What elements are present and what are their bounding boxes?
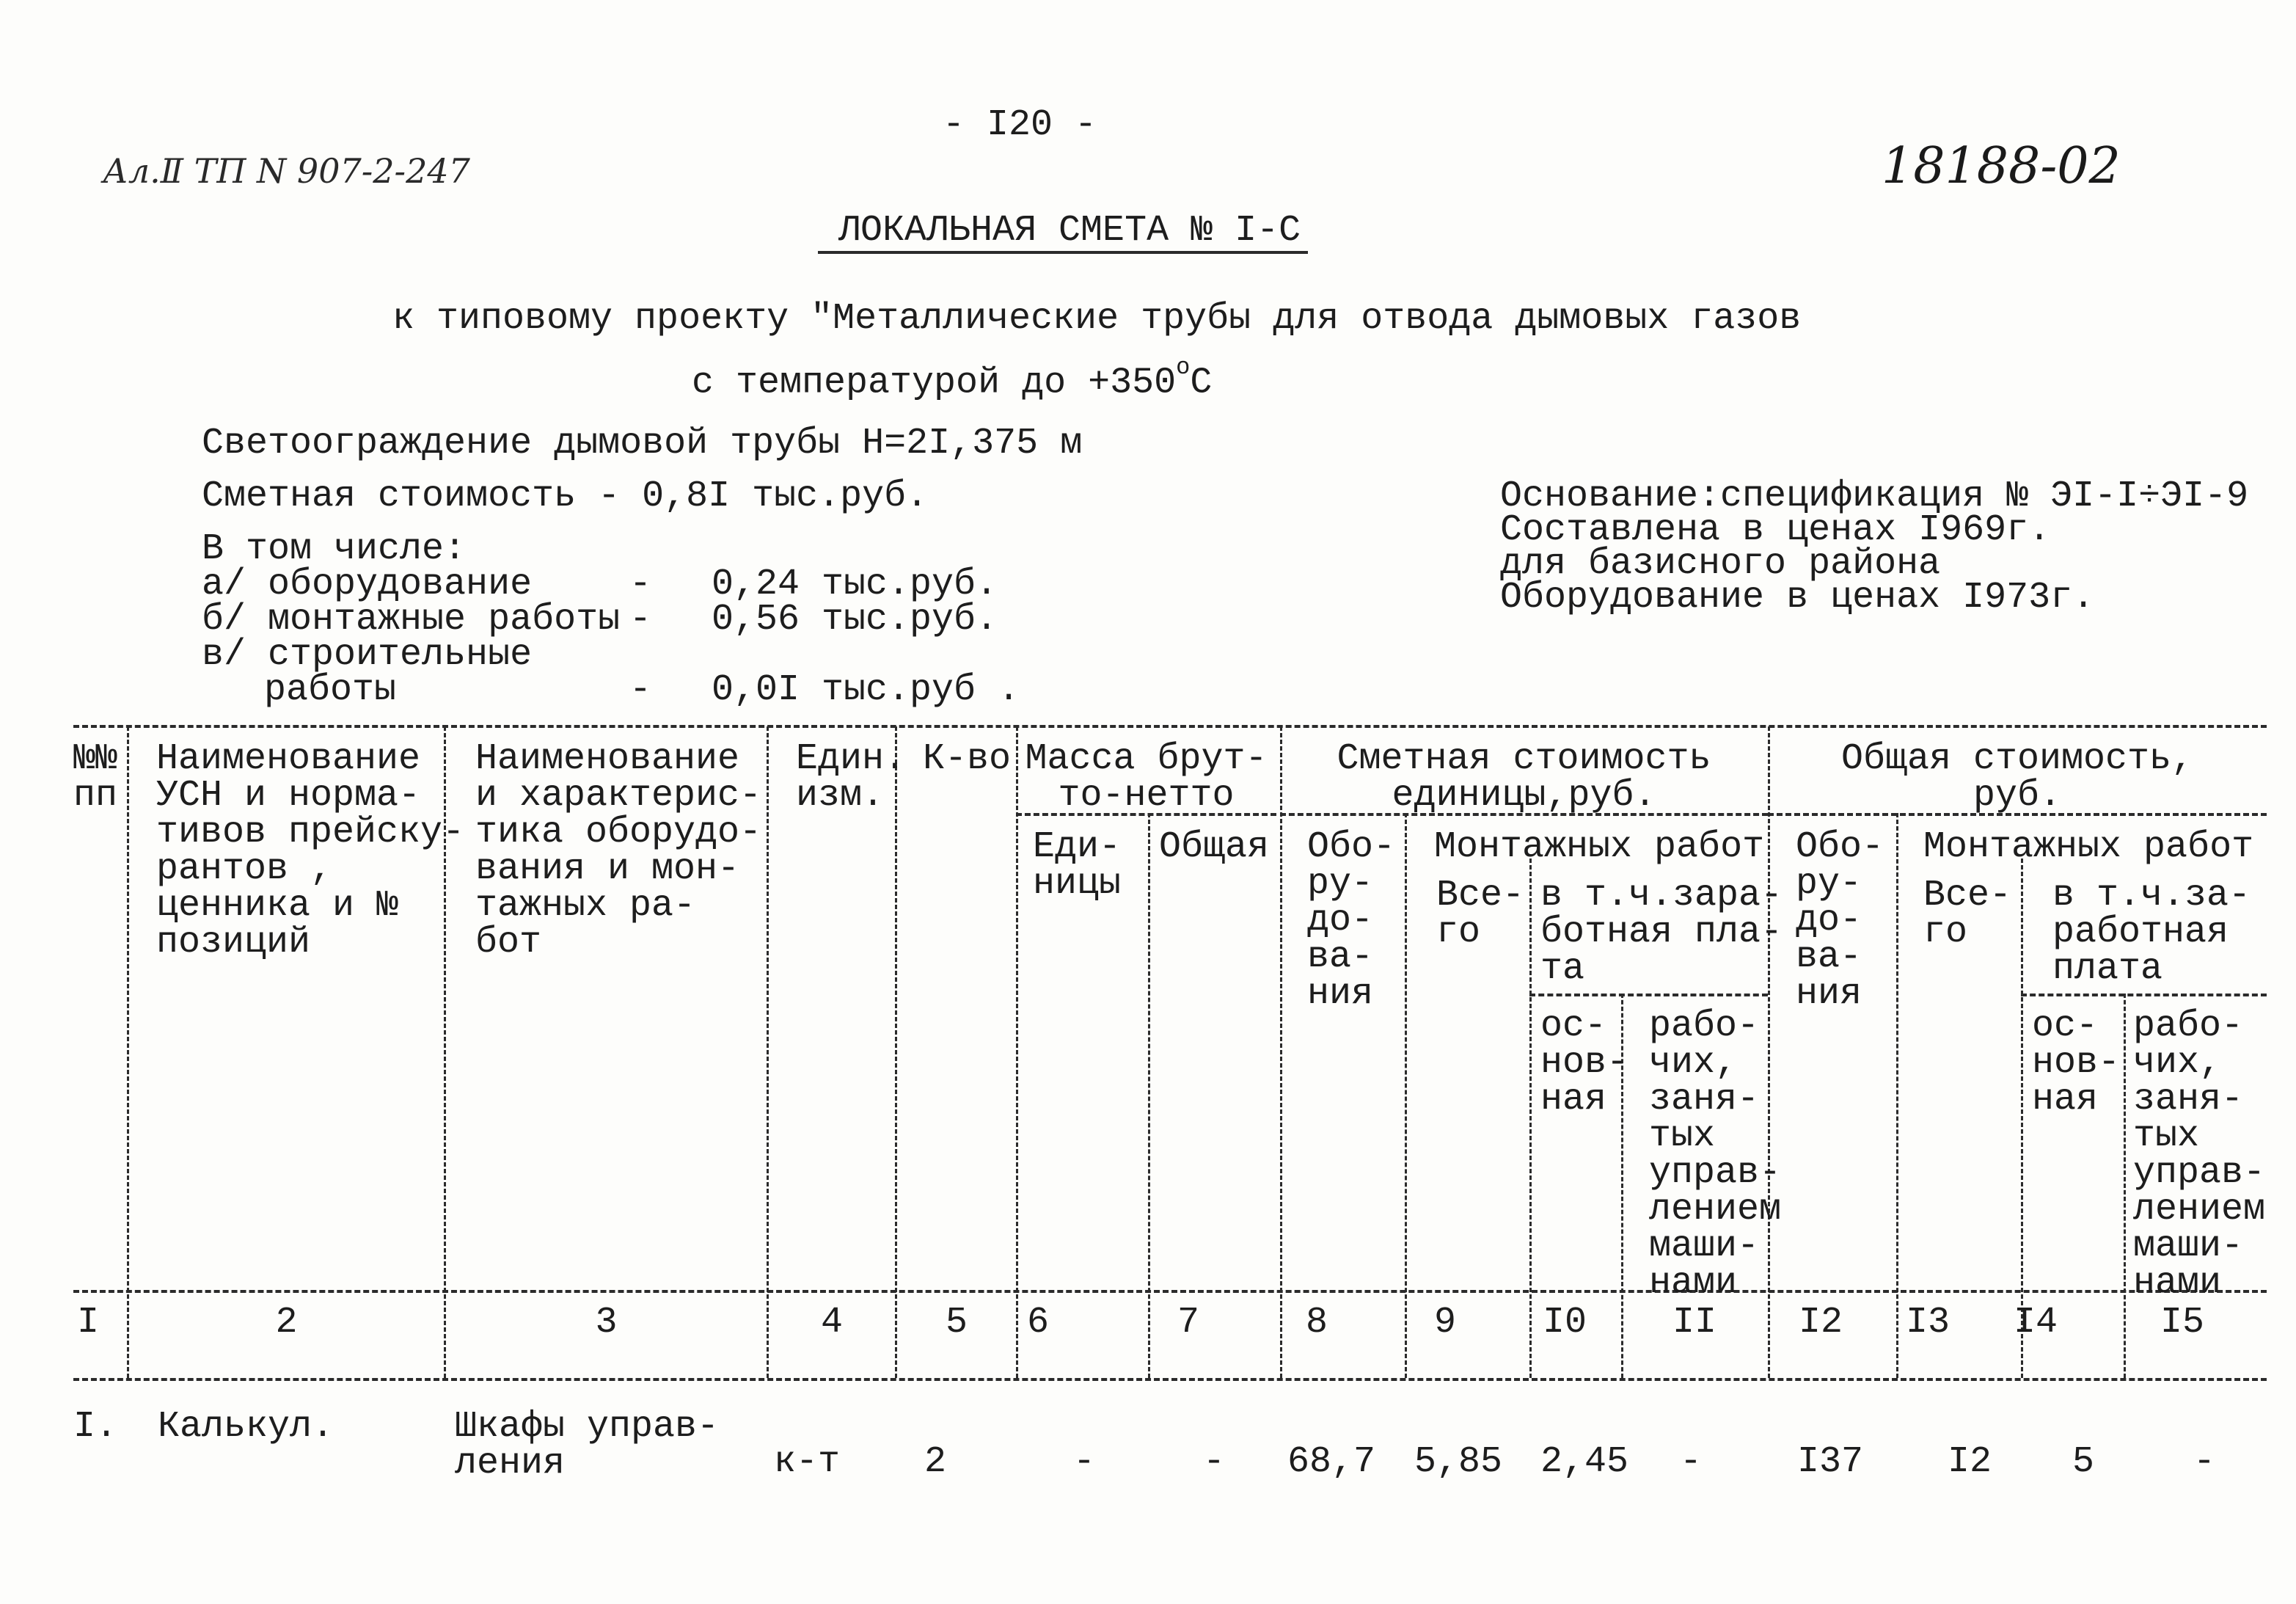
col-rule-3 xyxy=(767,726,769,1378)
col-rule-12 xyxy=(1896,813,1898,1378)
row-total-wage-basic: 5 xyxy=(2072,1441,2095,1483)
handwritten-document-number: 18188-02 xyxy=(1882,137,2121,195)
basis-line-2: Составлена в ценах I969г. xyxy=(1500,509,2051,551)
estimated-cost: Сметная стоимость - 0,8I тыс.руб. xyxy=(202,475,929,517)
col-rule-5 xyxy=(1016,726,1018,1378)
equipment-label: а/ оборудование xyxy=(202,564,533,605)
construction-dash: - xyxy=(629,669,652,711)
construction-label: в/ строительные xyxy=(202,634,533,676)
row-cost-install-total: 5,85 xyxy=(1414,1441,1503,1483)
column-number-13: I3 xyxy=(1906,1302,1950,1344)
header-unit: Един. изм. xyxy=(796,738,907,817)
column-number-14: I4 xyxy=(2014,1302,2058,1344)
column-number-9: 9 xyxy=(1434,1302,1457,1344)
column-number-4: 4 xyxy=(820,1302,843,1344)
header-unit-cost-group: Сметная стоимость единицы,руб. xyxy=(1337,738,1711,817)
header-total-wage-machine: рабо- чих, заня- тых управ- лением маши- нами xyxy=(2133,1005,2266,1304)
column-number-3: 3 xyxy=(595,1302,618,1344)
col-rule-4 xyxy=(895,726,897,1378)
object-name: Светоограждение дымовой трубы Н=2I,375 м xyxy=(202,423,1083,464)
header-unit-wage-basic: ос- нов- ная xyxy=(1540,1005,1629,1120)
column-number-7: 7 xyxy=(1177,1302,1200,1344)
row-unit: к-т xyxy=(774,1441,841,1483)
column-number-5: 5 xyxy=(945,1302,968,1344)
header-unit-install-group: Монтажных работ xyxy=(1434,826,1765,868)
header-mass-group: Масса брут- то-нетто xyxy=(1025,738,1268,817)
row-cost-wage-basic: 2,45 xyxy=(1540,1441,1629,1483)
col-rule-8 xyxy=(1405,813,1407,1378)
column-number-12: I2 xyxy=(1799,1302,1843,1344)
unit-wage-subheader-rule xyxy=(1529,994,1768,996)
row-mass-unit: - xyxy=(1073,1441,1096,1483)
row-item-name: Шкафы управ- ления xyxy=(455,1406,720,1484)
header-mass-unit: Еди- ницы xyxy=(1033,826,1122,905)
handwritten-reference: Ал.Ⅱ ТП N 907-2-247 xyxy=(103,151,470,191)
row-quantity: 2 xyxy=(924,1441,947,1483)
total-wage-subheader-rule xyxy=(2021,994,2267,996)
header-total-cost-group: Общая стоимость, руб. xyxy=(1840,738,2194,817)
col-rule-14 xyxy=(2124,994,2126,1378)
header-item-name: Наименование и характерис- тика оборудо- вания и мон- тажных ра- бот xyxy=(475,738,762,963)
subtitle-line-2 xyxy=(692,355,1212,402)
equipment-dash: - xyxy=(629,564,652,605)
header-norm-name: Наименование УСН и норма- тивов прейску- рантов , ценника и № позиций xyxy=(156,738,465,963)
row-norm: Калькул. xyxy=(158,1406,334,1448)
header-total-wage-group: в т.ч.за- работная плата xyxy=(2052,875,2251,990)
column-number-2: 2 xyxy=(275,1302,298,1344)
header-number: №№ пп xyxy=(73,738,118,817)
column-numbers-bottom-rule xyxy=(73,1378,2267,1381)
subtitle-line-1: к типовому проекту "Металлические трубы для отвода дымовых газов xyxy=(392,298,1802,340)
header-quantity: К-во xyxy=(923,738,1012,780)
equipment-value: 0,24 тыс.руб. xyxy=(712,564,998,605)
row-cost-equipment: 68,7 xyxy=(1287,1441,1376,1483)
col-rule-1 xyxy=(127,726,129,1378)
subtitle-unit: С xyxy=(1190,362,1213,404)
header-unit-wage-group: в т.ч.зара- ботная пла- та xyxy=(1540,875,1783,990)
header-bottom-rule xyxy=(73,1290,2267,1293)
column-number-1: I xyxy=(76,1302,99,1344)
row-cost-wage-machine: - xyxy=(1680,1441,1703,1483)
subtitle-line-2-text: с температурой до +350 xyxy=(692,362,1177,404)
row-total-equipment: I37 xyxy=(1797,1441,1864,1483)
column-number-8: 8 xyxy=(1306,1302,1328,1344)
basis-line-1: Основание:спецификация № ЭI-I÷ЭI-9 xyxy=(1500,475,2249,517)
header-total-install-total: Все- го xyxy=(1923,875,2012,953)
row-total-install: I2 xyxy=(1948,1441,1992,1483)
document-title: ЛОКАЛЬНАЯ СМЕТА № I-С xyxy=(838,210,1301,252)
header-unit-install-total: Все- го xyxy=(1436,875,1525,953)
col-rule-7 xyxy=(1280,726,1282,1378)
column-number-10: I0 xyxy=(1543,1302,1587,1344)
row-mass-total: - xyxy=(1203,1441,1226,1483)
construction-value: 0,0I тыс.руб . xyxy=(712,669,1020,711)
header-total-wage-basic: ос- нов- ная xyxy=(2032,1005,2121,1120)
column-number-6: 6 xyxy=(1027,1302,1050,1344)
basis-line-3: для базисного района xyxy=(1500,543,1941,585)
basis-line-4: Оборудование в ценах I973г. xyxy=(1500,577,2095,619)
col-rule-6 xyxy=(1148,813,1150,1378)
installation-label: б/ монтажные работы xyxy=(202,599,621,641)
col-rule-9 xyxy=(1529,858,1532,1378)
installation-dash: - xyxy=(629,599,652,641)
column-number-11: II xyxy=(1672,1302,1717,1344)
installation-value: 0,56 тыс.руб. xyxy=(712,599,998,641)
subtitle-degree: о xyxy=(1176,354,1191,381)
col-rule-13 xyxy=(2021,858,2023,1378)
construction-label-cont: работы xyxy=(264,669,397,711)
header-total-equipment: Обо- ру- до- ва- ния xyxy=(1796,826,1884,1015)
header-total-install-group: Монтажных работ xyxy=(1923,826,2254,868)
row-total-wage-machine: - xyxy=(2193,1441,2216,1483)
table-top-rule xyxy=(73,725,2267,728)
including-label: В том числе: xyxy=(202,528,467,570)
page-number: - I20 - xyxy=(943,104,1097,146)
header-unit-wage-machine: рабо- чих, заня- тых управ- лением маши- нами xyxy=(1649,1005,1782,1304)
row-number: I. xyxy=(73,1406,118,1448)
title-underline xyxy=(818,251,1308,254)
column-number-15: I5 xyxy=(2160,1302,2205,1344)
header-mass-total: Общая xyxy=(1159,826,1270,868)
header-unit-equipment: Обо- ру- до- ва- ния xyxy=(1307,826,1396,1015)
